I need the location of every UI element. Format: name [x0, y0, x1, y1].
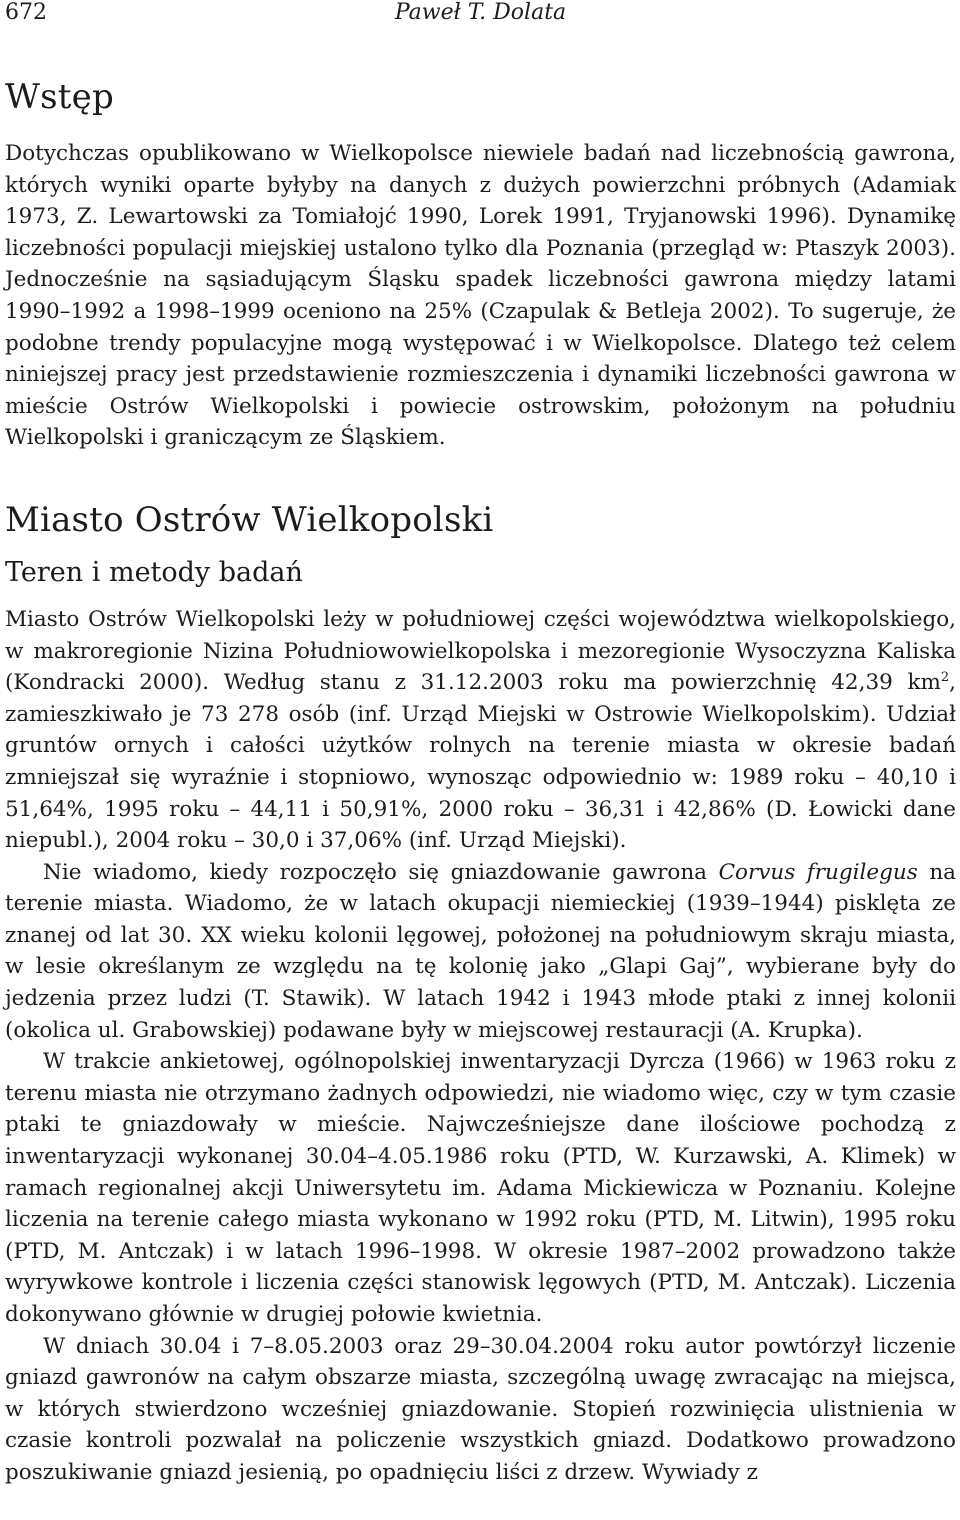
city-paragraph-2-text-b: na terenie miasta. Wiadomo, że w latach okupacji niemieckiej (1939–1944) pisklęta ze znanej od lat 30. XX wieku kolonii lęgowej, położonej na południowym skraju miasta, w lesie określanym ze względu na tę kolonię jako „Glapi Gaj”, wybierane były do jedzenia przez ludzi (T. Stawik). W latach 1942 i 1943 młode ptaki z innej kolonii (okolica ul. Grabowskiej) podawane były w miejscowej restauracji (A. Krupka). [5, 859, 956, 1043]
intro-paragraph: Dotychczas opublikowano w Wielkopolsce niewiele badań nad liczebnością gawrona, których wyniki oparte byłyby na danych z dużych powierzchni próbnych (Adamiak 1973, Z. Lewartowski za Tomiałojć 1990, Lorek 1991, Tryjanowski 1996). Dynamikę liczebności populacji miejskiej ustalono tylko dla Poznania (przegląd w: Ptaszyk 2003). Jednocześnie na sąsiadującym Śląsku spadek liczebności gawrona między latami 1990–1992 a 1998–1999 oceniono na 25% (Czapulak & Betleja 2002). To sugeruje, że podobne trendy populacyjne mogą występować i w Wielkopolsce. Dlatego też celem niniejszej pracy jest przedstawienie rozmieszczenia i dynamiki liczebności gawrona w mieście Ostrów Wielkopolski i powiecie ostrowskim, położonym na południu Wielkopolski i graniczącym ze Śląskiem. [5, 141, 956, 451]
page-number: 672 [5, 0, 47, 25]
city-paragraph-2 [5, 857, 956, 1047]
superscript-2: 2 [940, 670, 950, 686]
city-paragraph-3: W trakcie ankietowej, ogólnopolskiej inwentaryzacji Dyrcza (1966) w 1963 roku z terenu miasta nie otrzymano żadnych odpowiedzi, nie wiadomo więc, czy w tym czasie ptaki te gniazdowały w mieście. Najwcześniejsze dane ilościowe pochodzą z inwentaryzacji wykonanej 30.04–4.05.1986 roku (PTD, W. Kurzawski, A. Klimek) w ramach regionalnej akcji Uniwersytetu im. Adama Mickiewicza w Poznaniu. Kolejne liczenia na terenie całego miasta wykonano w 1992 roku (PTD, M. Litwin), 1995 roku (PTD, M. Antczak) i w latach 1996–1998. W okresie 1987–2002 prowadzono także wyrywkowe kontrole i liczenia części stanowisk lęgowych (PTD, M. Antczak). Liczenia dokonywano głównie w drugiej połowie kwietnia. [5, 1049, 956, 1327]
running-head [5, 0, 956, 34]
city-paragraph-2-text-a: Nie wiadomo, kiedy rozpoczęło się gniazdowanie gawrona [43, 859, 719, 885]
city-paragraph-1-text-b: , zamieszkiwało je 73 278 osób (inf. Urząd Miejski w Ostrowie Wielkopolskim). Udział gruntów ornych i całości użytków rolnych na terenie miasta w okresie badań zmniejszał się wyraźnie i stopniowo, wynosząc odpowiednio w: 1989 roku – 40,10 i 51,64%, 1995 roku – 44,11 i 50,91%, 2000 roku – 36,31 i 42,86% (D. Łowicki dane niepubl.), 2004 roku – 30,0 i 37,06% (inf. Urząd Miejski). [5, 670, 956, 854]
document-page [5, 0, 956, 1489]
city-paragraph-1 [5, 604, 956, 857]
city-paragraph-4: W dniach 30.04 i 7–8.05.2003 oraz 29–30.04.2004 roku autor powtórzył liczenie gniazd gawronów na całym obszarze miasta, szczególną uwagę zwracając na miejsca, w których stwierdzono wcześniej gniazdowanie. Stopień rozwinięcia ulistnienia w czasie kontroli pozwalał na policzenie wszystkich gniazd. Dodatkowo prowadzono poszukiwanie gniazd jesienią, po opadnięciu liści z drzew. Wywiady z [5, 1333, 956, 1485]
running-head-author: Paweł T. Dolata [394, 0, 567, 25]
section-heading-city: Miasto Ostrów Wielkopolski [5, 499, 494, 540]
city-paragraph-1-text-a: Miasto Ostrów Wielkopolski leży w południowej części województwa wielkopolskiego, w makroregionie Nizina Południowowielkopolska i mezoregionie Wysoczyzna Kaliska (Kondracki 2000). Według stanu z 31.12.2003 roku ma powierzchnię 42,39 km [5, 606, 956, 696]
subsection-heading-methods: Teren i metody badań [5, 556, 303, 588]
section-heading-intro: Wstęp [5, 77, 114, 117]
species-name: Corvus frugilegus [718, 859, 918, 885]
